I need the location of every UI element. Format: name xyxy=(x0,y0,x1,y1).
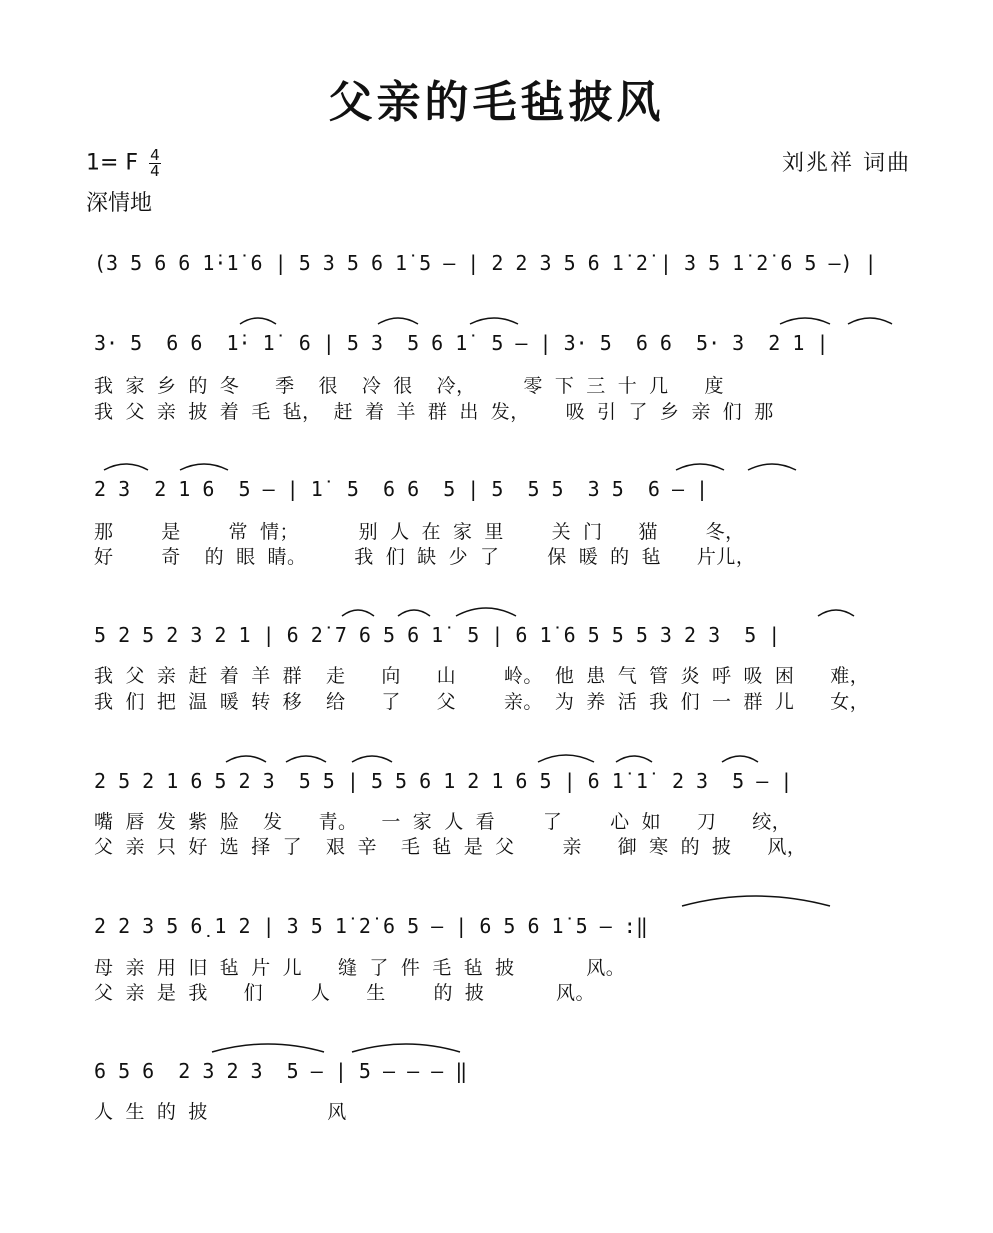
slur xyxy=(676,464,724,470)
notation-row-2: 3· 5 6 6 1̇· 1̇ 6 | 5 3 5 6 1̇ 5 – | 3· 5 6 6 5· 3 2 1 | xyxy=(94,331,829,355)
slur xyxy=(780,318,830,324)
slur xyxy=(848,318,892,324)
lyric-row-5-verse-1: 嘴 唇 发 紫 脸 发 青。 一 家 人 看 了 心 如 刀 绞， xyxy=(94,811,792,833)
slur xyxy=(682,896,830,906)
slur xyxy=(352,756,392,762)
slur xyxy=(748,464,796,470)
time-numerator: 4 xyxy=(150,146,160,164)
notation-row-4: 5 2 5 2 3 2 1 | 6 2̇ 7 6 5 6 1̇ 5 | 6 1̇ 6 5 5 5 3 2 3 5 | xyxy=(94,623,781,647)
slur xyxy=(226,756,266,762)
slur xyxy=(240,318,276,324)
lyric-row-2-verse-1: 我 家 乡 的 冬 季 很 冷 很 冷， 零 下 三 十 几 度 xyxy=(94,375,724,397)
lyric-row-5-verse-2: 父 亲 只 好 选 择 了 艰 辛 毛 毡 是 父 亲 御 寒 的 披 风， xyxy=(94,836,807,858)
slur xyxy=(378,318,418,324)
slur xyxy=(352,1044,460,1052)
lyric-row-4-verse-1: 我 父 亲 赶 着 羊 群 走 向 山 岭。 他 患 气 管 炎 呼 吸 困 难， xyxy=(94,665,870,687)
slur xyxy=(456,608,516,616)
slur xyxy=(616,756,652,762)
lyric-row-7-verse-1: 人 生 的 披 风 xyxy=(94,1101,347,1123)
lyric-row-6-verse-1: 母 亲 用 旧 毡 片 儿 缝 了 件 毛 毡 披 风。 xyxy=(94,957,626,979)
slur xyxy=(722,756,758,762)
slur xyxy=(398,610,430,616)
lyric-row-6-verse-2: 父 亲 是 我 们 人 生 的 披 风。 xyxy=(94,982,596,1004)
notation-row-6: 2 2 3 5 6̣ 1 2 | 3 5 1̇ 2̇ 6 5 – | 6 5 6 1̇ 5 – :‖ xyxy=(94,914,648,938)
lyric-row-4-verse-2: 我 们 把 温 暖 转 移 给 了 父 亲。 为 养 活 我 们 一 群 儿 女， xyxy=(94,691,870,713)
notation-row-5: 2 5 2 1 6 5 2 3 5 5 | 5 5 6 1 2 1 6 5 | 6 1̇ 1̇ 2 3 5 – | xyxy=(94,769,793,793)
time-signature xyxy=(149,148,161,179)
slur xyxy=(538,755,594,762)
slur xyxy=(818,610,854,616)
key-label: 1= F xyxy=(86,150,139,176)
lyric-row-2-verse-2: 我 父 亲 披 着 毛 毡， 赶 着 羊 群 出 发， 吸 引 了 乡 亲 们 那 xyxy=(94,401,774,423)
composer-credit: 刘兆祥 词曲 xyxy=(782,151,911,176)
notation-row-1: (3 5 6 6 1̇·1̇ 6 | 5 3 5 6 1̇ 5 – | 2 2 3 5 6 1̇ 2̇ | 3 5 1̇ 2̇ 6 5 –) | xyxy=(94,251,877,275)
tempo-marking: 深情地 xyxy=(86,191,153,216)
slur xyxy=(470,318,518,324)
time-denominator: 4 xyxy=(150,162,160,180)
key-signature xyxy=(86,148,161,179)
slur xyxy=(180,464,228,470)
lyric-row-3-verse-1: 那 是 常 情； 别 人 在 家 里 关 门 猫 冬， xyxy=(94,521,745,543)
slur xyxy=(286,756,326,762)
song-title: 父亲的毛毡披风 xyxy=(328,77,665,128)
lyric-row-3-verse-2: 好 奇 的 眼 睛。 我 们 缺 少 了 保 暖 的 毡 片儿， xyxy=(94,546,756,568)
slur xyxy=(342,610,374,616)
notation-row-3: 2 3 2 1 6 5 – | 1̇ 5 6 6 5 | 5 5 5 3 5 6 – | xyxy=(94,477,709,501)
notation-row-7: 6 5 6 2 3 2 3 5 – | 5 – – – ‖ xyxy=(94,1059,468,1083)
slur xyxy=(104,464,148,470)
slur xyxy=(212,1044,324,1052)
